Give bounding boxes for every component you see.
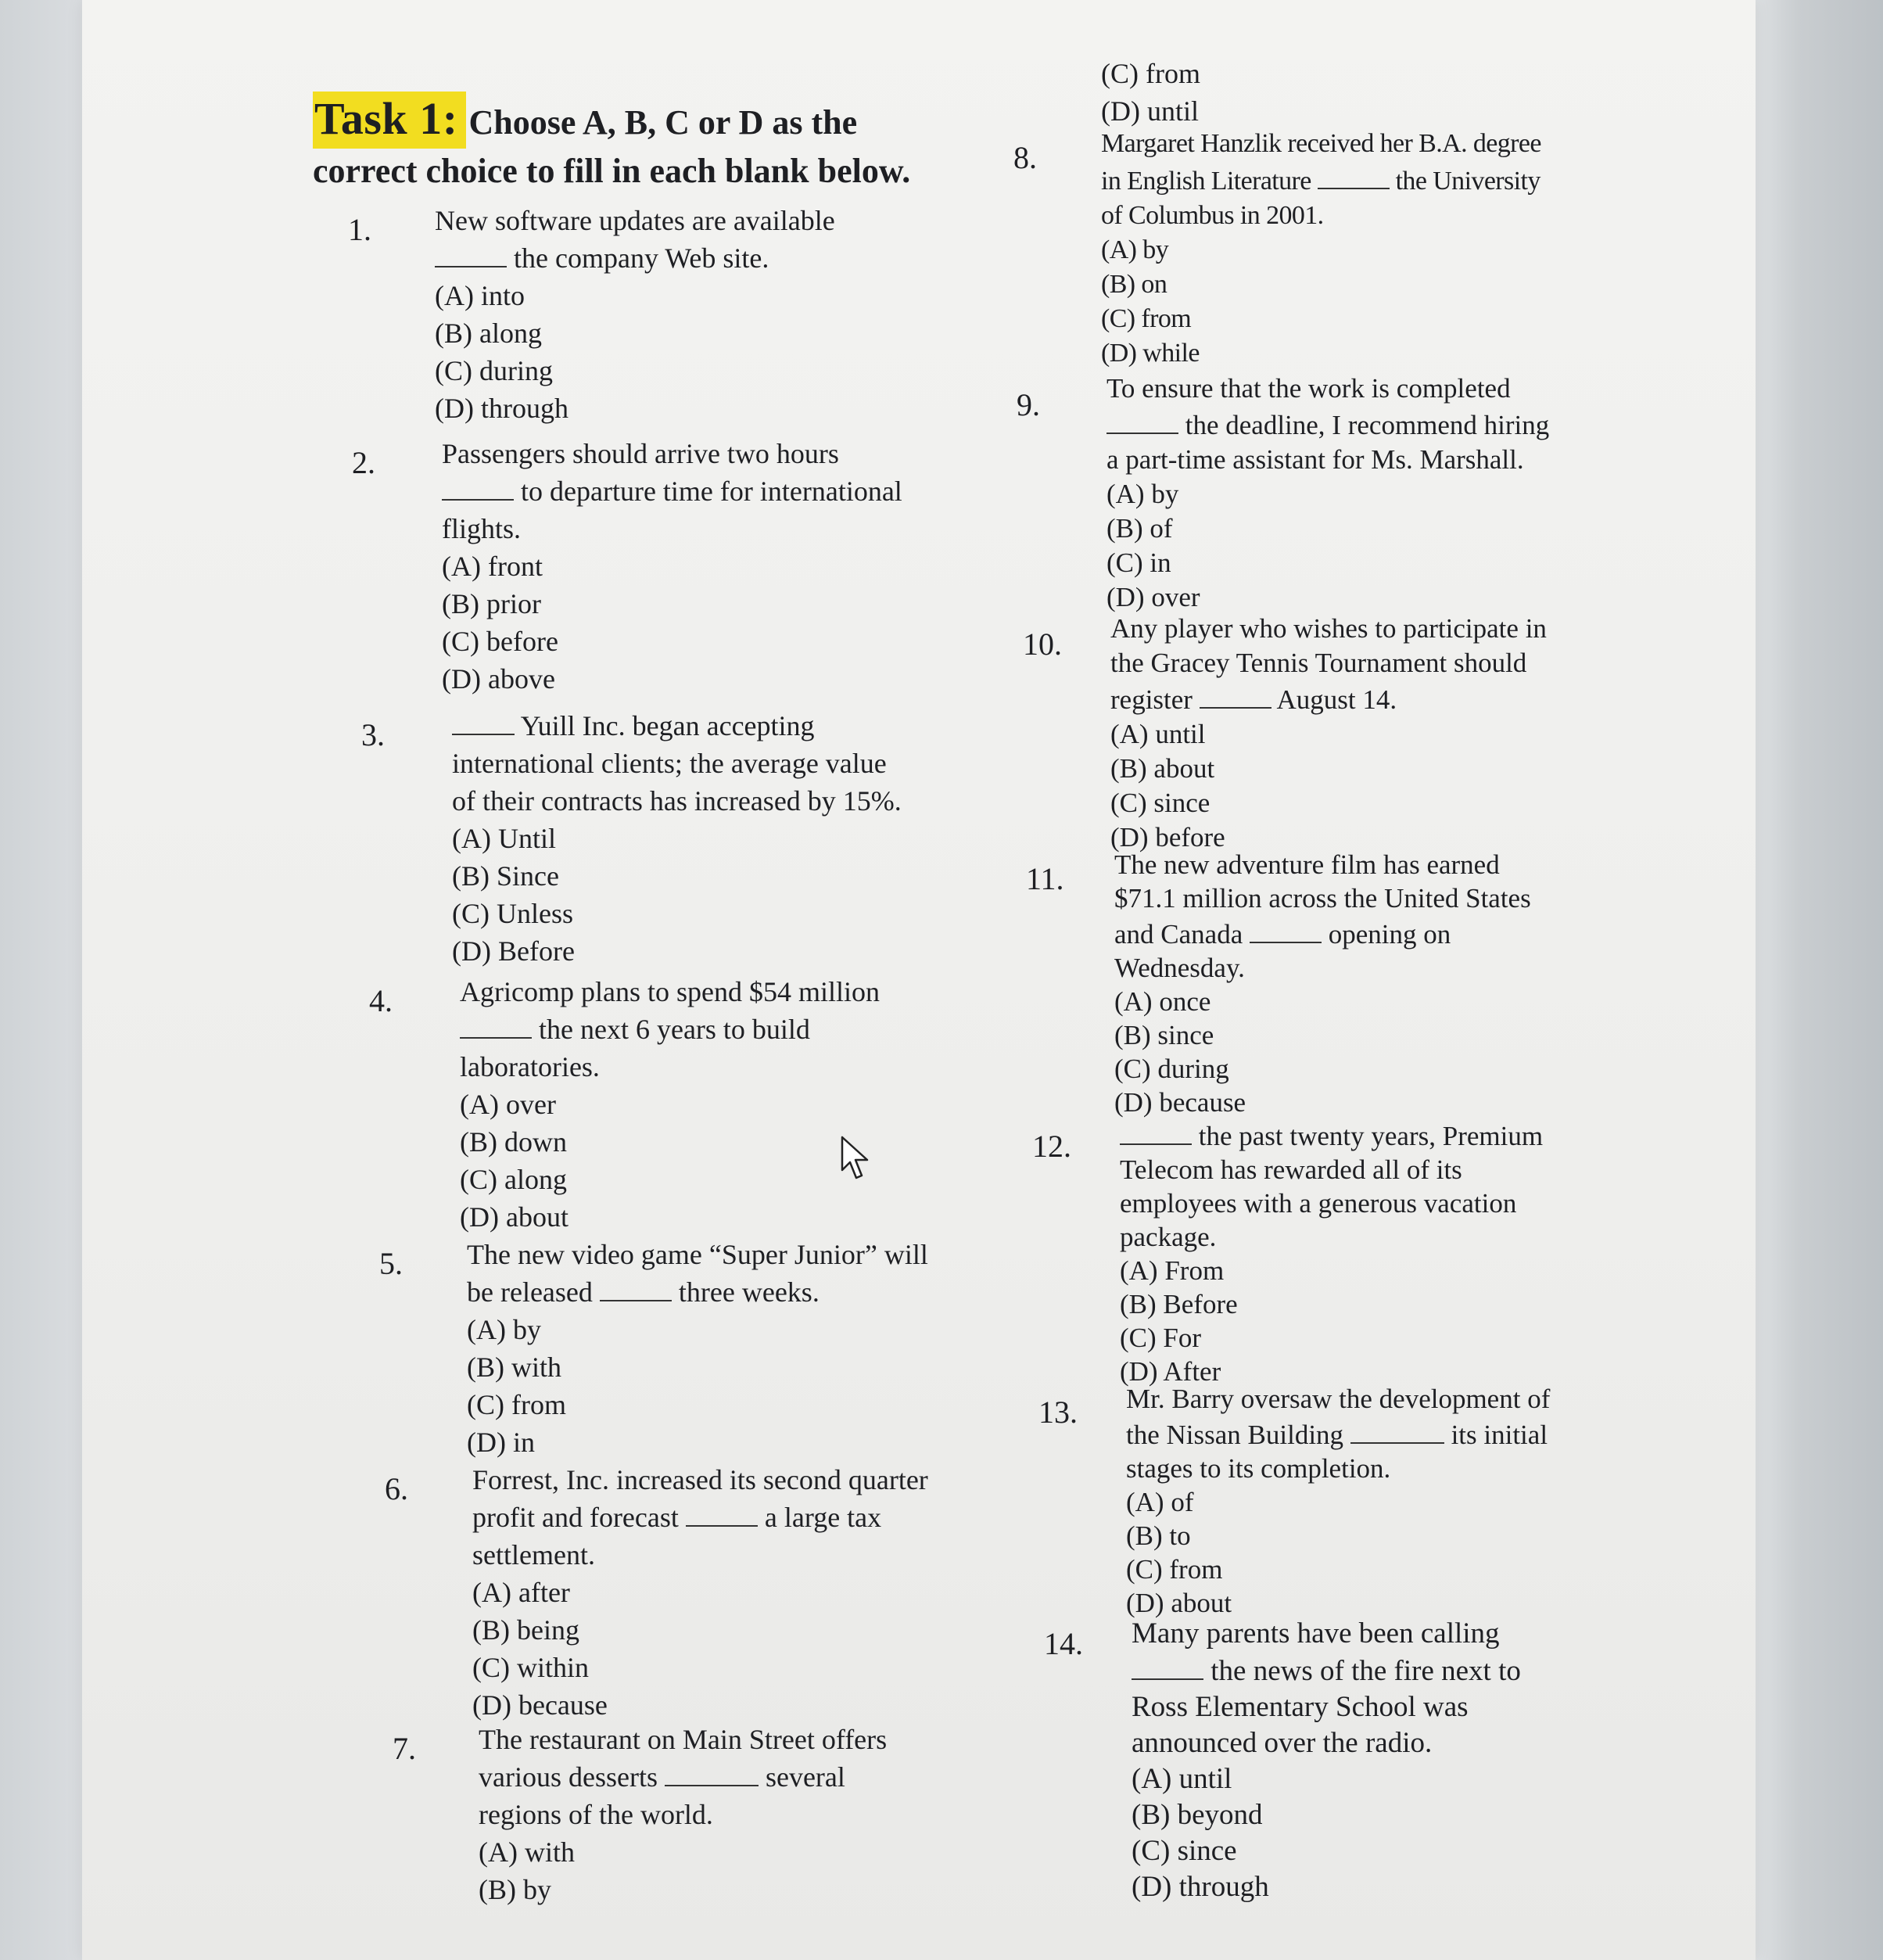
answer-blank <box>686 1499 758 1527</box>
answer-blank <box>435 239 507 267</box>
answer-blank <box>460 1011 532 1039</box>
question-number: 14. <box>1044 1626 1083 1661</box>
question-8 <box>1101 127 1541 371</box>
option-a: (A) From <box>1120 1255 1225 1286</box>
answer-blank <box>1350 1416 1444 1444</box>
mouse-pointer-icon <box>841 1136 872 1185</box>
question-14 <box>1132 1616 1521 1905</box>
question-text: The restaurant on Main Street offers <box>479 1724 888 1755</box>
option-b: (B) along <box>435 318 542 349</box>
option-a: (A) front <box>442 551 543 582</box>
task-label: Task 1: <box>313 92 466 149</box>
question-text: the news of the fire next to <box>1132 1652 1521 1689</box>
question-text: regions of the world. <box>479 1799 713 1830</box>
option-b: (B) by <box>479 1874 551 1905</box>
task-heading <box>313 92 857 145</box>
question-text: a part-time assistant for Ms. Marshall. <box>1106 444 1524 475</box>
question-text: To ensure that the work is completed <box>1106 373 1511 404</box>
option-d: (D) Before <box>452 935 575 967</box>
option-d: (D) over <box>1106 582 1200 612</box>
question-4 <box>460 973 880 1236</box>
option-b: (B) with <box>467 1352 561 1383</box>
option-d: (D) about <box>460 1201 568 1233</box>
option-a: (A) until <box>1132 1763 1232 1795</box>
question-number: 3. <box>361 717 385 752</box>
question-12 <box>1120 1117 1543 1388</box>
question-text: Yuill Inc. began accepting <box>452 707 902 745</box>
question-text: Mr. Barry oversaw the development of <box>1126 1384 1551 1414</box>
answer-blank <box>600 1273 672 1301</box>
question-7 <box>479 1721 887 1908</box>
question-text: international clients; the average value <box>452 748 887 779</box>
option-c: (C) from <box>467 1389 566 1420</box>
question-text: of Columbus in 2001. <box>1101 201 1324 230</box>
question-text: the Nissan Building its initial <box>1126 1416 1550 1452</box>
option-b: (B) on <box>1101 270 1167 299</box>
option-b: (B) prior <box>442 588 541 619</box>
option-c: (C) For <box>1120 1323 1202 1353</box>
option-a: (A) into <box>435 280 525 311</box>
question-text: be released three weeks. <box>467 1273 928 1311</box>
question-text: announced over the radio. <box>1132 1727 1433 1759</box>
option-a: (A) once <box>1114 986 1211 1017</box>
answer-blank <box>1200 680 1271 709</box>
question-text: Passengers should arrive two hours <box>442 438 839 469</box>
answer-blank <box>665 1758 759 1786</box>
option-c: (C) from <box>1101 58 1200 89</box>
option-a: (A) with <box>479 1836 575 1868</box>
option-a: (A) after <box>472 1577 570 1608</box>
question-text: the company Web site. <box>435 239 835 277</box>
option-b: (B) Before <box>1120 1289 1238 1319</box>
option-b: (B) down <box>460 1126 567 1158</box>
option-b: (B) Since <box>452 860 559 892</box>
option-a: (A) Until <box>452 823 556 854</box>
option-d: (D) After <box>1120 1356 1221 1387</box>
question-text: profit and forecast a large tax <box>472 1499 928 1536</box>
option-a: (A) until <box>1110 719 1206 749</box>
option-c: (C) from <box>1126 1554 1223 1585</box>
question-text: Ross Elementary School was <box>1132 1691 1469 1723</box>
question-text: settlement. <box>472 1539 595 1571</box>
question-text: flights. <box>442 513 522 544</box>
task-instruction: Choose A, B, C or D as the <box>468 103 858 142</box>
answer-blank <box>442 472 514 501</box>
option-d: (D) until <box>1101 95 1199 127</box>
option-b: (B) being <box>472 1614 579 1646</box>
answer-blank <box>1318 161 1390 189</box>
question-text: the Gracey Tennis Tournament should <box>1110 648 1527 678</box>
option-a: (A) by <box>467 1314 541 1345</box>
question-text: employees with a generous vacation <box>1120 1188 1517 1219</box>
question-number: 4. <box>369 983 393 1018</box>
option-c: (C) in <box>1106 547 1171 578</box>
answer-blank <box>1106 406 1178 434</box>
question-text: Telecom has rewarded all of its <box>1120 1154 1462 1185</box>
question-number: 8. <box>1013 140 1037 175</box>
question-text: Margaret Hanzlik received her B.A. degree <box>1101 129 1541 158</box>
question-13 <box>1126 1382 1550 1620</box>
answer-blank <box>1120 1117 1192 1145</box>
question-9 <box>1106 372 1549 615</box>
option-a: (A) by <box>1101 235 1169 264</box>
question-number: 11. <box>1026 861 1064 896</box>
question-5 <box>467 1236 928 1461</box>
question-1 <box>435 202 835 427</box>
answer-blank <box>1250 915 1322 943</box>
question-text: The new adventure film has earned <box>1114 849 1500 880</box>
question-text: to departure time for international <box>442 472 902 510</box>
question-6 <box>472 1461 928 1724</box>
answer-blank <box>452 707 515 735</box>
question-text: laboratories. <box>460 1051 600 1082</box>
option-b: (B) of <box>1106 513 1173 544</box>
option-b: (B) about <box>1110 753 1215 784</box>
question-2 <box>442 435 902 698</box>
question-number: 10. <box>1023 626 1062 662</box>
option-d: (D) because <box>1114 1087 1246 1118</box>
option-d: (D) through <box>1132 1871 1269 1903</box>
question-text: the deadline, I recommend hiring <box>1106 406 1549 443</box>
question-text: Any player who wishes to participate in <box>1110 613 1547 644</box>
option-d: (D) through <box>435 393 568 424</box>
option-c: (C) during <box>1114 1054 1229 1084</box>
question-7-continued <box>1101 55 1200 130</box>
option-c: (C) along <box>460 1164 567 1195</box>
option-c: (C) since <box>1110 788 1210 818</box>
option-b: (B) to <box>1126 1520 1191 1551</box>
answer-blank <box>1132 1652 1203 1680</box>
question-text: the next 6 years to build <box>460 1011 880 1048</box>
question-number: 7. <box>393 1731 416 1766</box>
question-number: 5. <box>379 1246 403 1281</box>
question-10 <box>1110 612 1547 855</box>
question-11 <box>1114 848 1531 1119</box>
question-number: 12. <box>1032 1129 1071 1164</box>
option-c: (C) Unless <box>452 898 573 929</box>
question-number: 6. <box>385 1471 408 1506</box>
question-number: 1. <box>348 212 371 247</box>
option-b: (B) since <box>1114 1020 1214 1050</box>
question-text: Agricomp plans to spend $54 million <box>460 976 880 1007</box>
option-a: (A) of <box>1126 1487 1194 1517</box>
question-text: New software updates are available <box>435 205 835 236</box>
question-text: Forrest, Inc. increased its second quarter <box>472 1464 928 1495</box>
question-text: Wednesday. <box>1114 953 1245 983</box>
question-number: 13. <box>1038 1395 1078 1430</box>
question-number: 2. <box>352 445 375 480</box>
option-c: (C) since <box>1132 1835 1237 1867</box>
question-text: The new video game “Super Junior” will <box>467 1239 928 1270</box>
question-text: Many parents have been calling <box>1132 1617 1500 1649</box>
question-text: $71.1 million across the United States <box>1114 883 1531 914</box>
option-d: (D) above <box>442 663 555 695</box>
option-c: (C) before <box>442 626 558 657</box>
option-d: (D) while <box>1101 339 1200 368</box>
option-c: (C) during <box>435 355 553 386</box>
option-a: (A) over <box>460 1089 556 1120</box>
option-d: (D) in <box>467 1427 535 1458</box>
question-text: stages to its completion. <box>1126 1453 1391 1484</box>
option-d: (D) because <box>472 1689 608 1721</box>
question-text: various desserts several <box>479 1758 887 1796</box>
question-text: in English Literature the University <box>1101 161 1541 199</box>
question-3 <box>452 707 902 970</box>
option-a: (A) by <box>1106 479 1179 509</box>
question-text: the past twenty years, Premium <box>1120 1117 1543 1153</box>
option-b: (B) beyond <box>1132 1799 1263 1831</box>
question-text: package. <box>1120 1222 1217 1252</box>
option-d: (D) about <box>1126 1588 1232 1618</box>
option-c: (C) from <box>1101 304 1192 333</box>
question-number: 9. <box>1017 387 1040 422</box>
option-d: (D) before <box>1110 822 1225 853</box>
task-instruction-line2: correct choice to fill in each blank below. <box>313 152 911 190</box>
question-text: of their contracts has increased by 15%. <box>452 785 902 817</box>
option-c: (C) within <box>472 1652 589 1683</box>
question-text: register August 14. <box>1110 680 1547 717</box>
question-text: and Canada opening on <box>1114 915 1531 951</box>
